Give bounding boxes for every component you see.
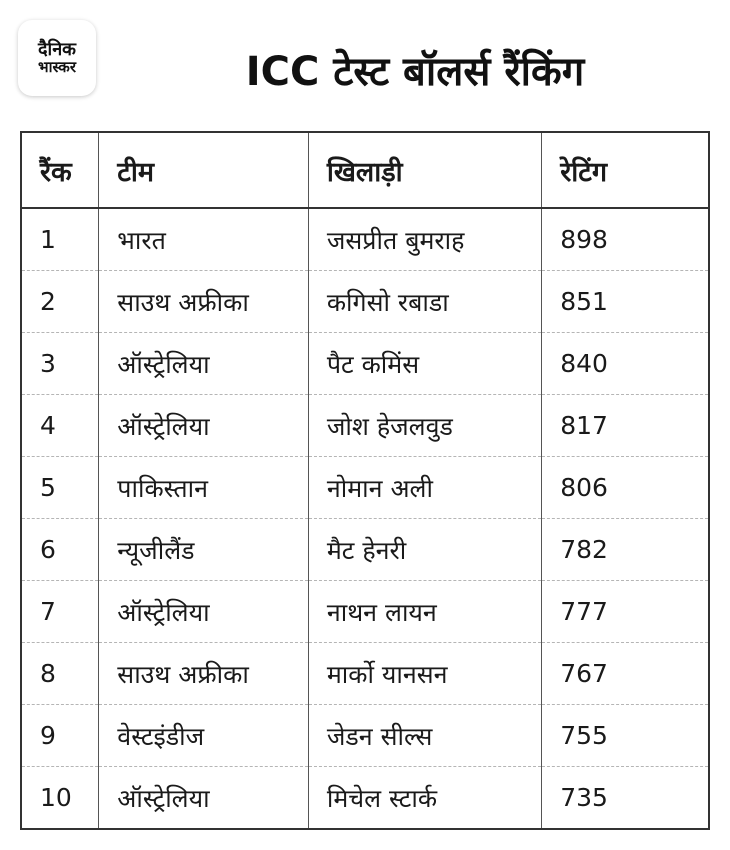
dainik-bhaskar-logo <box>18 20 96 96</box>
table-row <box>21 395 709 457</box>
cell-player: कगिसो रबाडा <box>308 271 541 333</box>
cell-team: ऑस्ट्रेलिया <box>99 581 309 643</box>
table-row <box>21 457 709 519</box>
cell-team: साउथ अफ्रीका <box>99 271 309 333</box>
cell-rank: 9 <box>21 705 99 767</box>
cell-player: जसप्रीत बुमराह <box>308 208 541 271</box>
table-row <box>21 271 709 333</box>
table-row <box>21 519 709 581</box>
cell-team: भारत <box>99 208 309 271</box>
page-title: ICC टेस्ट बॉलर्स रैंकिंग <box>245 49 585 95</box>
cell-team: साउथ अफ्रीका <box>99 643 309 705</box>
cell-rank: 6 <box>21 519 99 581</box>
cell-rating: 755 <box>542 705 709 767</box>
cell-player: जेडन सील्स <box>308 705 541 767</box>
cell-rank: 8 <box>21 643 99 705</box>
cell-player: नाथन लायन <box>308 581 541 643</box>
cell-team: ऑस्ट्रेलिया <box>99 333 309 395</box>
cell-rank: 2 <box>21 271 99 333</box>
cell-team: पाकिस्तान <box>99 457 309 519</box>
cell-rank: 7 <box>21 581 99 643</box>
cell-team: ऑस्ट्रेलिया <box>99 395 309 457</box>
table-row <box>21 643 709 705</box>
header-player: खिलाड़ी <box>308 132 541 208</box>
cell-player: जोश हेजलवुड <box>308 395 541 457</box>
cell-rating: 777 <box>542 581 709 643</box>
cell-player: पैट कमिंस <box>308 333 541 395</box>
rankings-table <box>20 131 710 830</box>
cell-rating: 817 <box>542 395 709 457</box>
table-row <box>21 767 709 830</box>
logo-text-line1: दैनिक <box>37 38 77 60</box>
cell-rating: 782 <box>542 519 709 581</box>
cell-rating: 898 <box>542 208 709 271</box>
table-row <box>21 208 709 271</box>
header-team: टीम <box>99 132 309 208</box>
cell-player: नोमान अली <box>308 457 541 519</box>
cell-player: मार्को यानसन <box>308 643 541 705</box>
cell-rank: 10 <box>21 767 99 830</box>
table-row <box>21 581 709 643</box>
cell-team: वेस्टइंडीज <box>99 705 309 767</box>
table-row <box>21 705 709 767</box>
header-rank: रैंक <box>21 132 99 208</box>
cell-rank: 5 <box>21 457 99 519</box>
cell-rank: 1 <box>21 208 99 271</box>
cell-team: ऑस्ट्रेलिया <box>99 767 309 830</box>
table-header-row <box>21 132 709 208</box>
cell-rank: 4 <box>21 395 99 457</box>
table-row <box>21 333 709 395</box>
cell-player: मैट हेनरी <box>308 519 541 581</box>
cell-rating: 735 <box>560 783 608 812</box>
cell-player: मिचेल स्टार्क <box>308 767 541 830</box>
cell-rating: 806 <box>542 457 709 519</box>
cell-rating: 851 <box>542 271 709 333</box>
cell-rank: 3 <box>21 333 99 395</box>
cell-team: न्यूजीलैंड <box>99 519 309 581</box>
header-rating: रेटिंग <box>542 132 709 208</box>
cell-rating: 840 <box>542 333 709 395</box>
logo-text-line2: भास्कर <box>38 57 76 76</box>
cell-rating: 767 <box>542 643 709 705</box>
